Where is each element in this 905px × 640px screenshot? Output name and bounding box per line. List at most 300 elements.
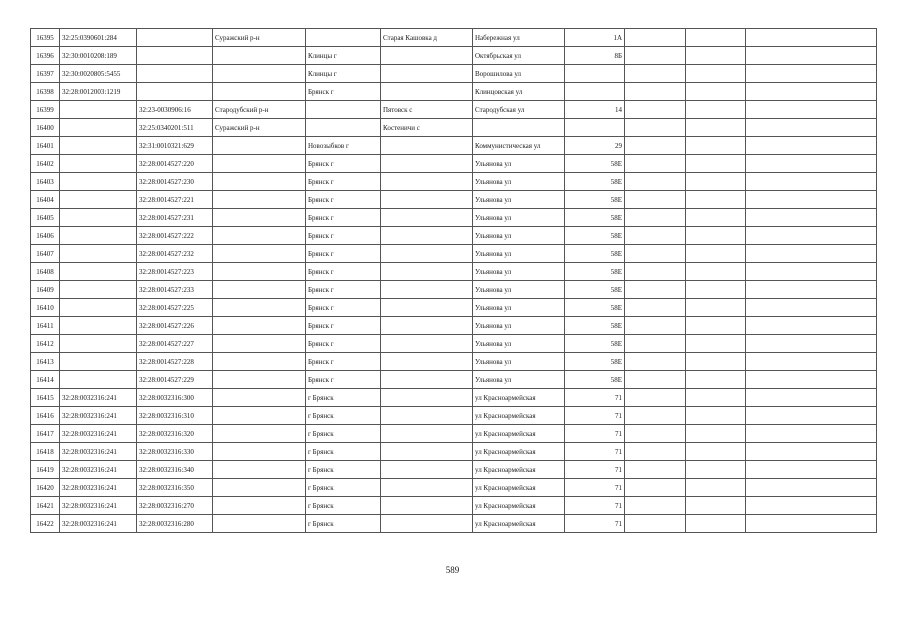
district-cell — [213, 497, 306, 515]
table-row — [31, 191, 877, 209]
district-cell — [213, 173, 306, 191]
house-cell: 58Е — [565, 191, 625, 209]
empty-cell — [625, 209, 686, 227]
row-number: 16411 — [31, 317, 60, 335]
empty-cell — [746, 245, 877, 263]
empty-cell — [625, 155, 686, 173]
row-number: 16398 — [31, 83, 60, 101]
empty-cell — [686, 389, 746, 407]
empty-cell — [686, 479, 746, 497]
street-cell: ул Красноармейская — [473, 461, 565, 479]
empty-cell — [746, 29, 877, 47]
house-cell: 71 — [565, 461, 625, 479]
house-cell: 1А — [565, 29, 625, 47]
district-cell — [213, 65, 306, 83]
table-row — [31, 317, 877, 335]
empty-cell — [746, 461, 877, 479]
city-cell: Новозыбков г — [306, 137, 381, 155]
row-number: 16397 — [31, 65, 60, 83]
cadastral-number — [60, 101, 137, 119]
cadastral-number — [60, 209, 137, 227]
district-cell — [213, 137, 306, 155]
house-cell: 58Е — [565, 227, 625, 245]
empty-cell — [625, 497, 686, 515]
city-cell — [306, 119, 381, 137]
settlement-cell — [381, 497, 473, 515]
empty-cell — [686, 263, 746, 281]
table-row — [31, 389, 877, 407]
district-cell — [213, 83, 306, 101]
empty-cell — [746, 83, 877, 101]
house-cell: 58Е — [565, 317, 625, 335]
settlement-cell — [381, 515, 473, 533]
row-number: 16396 — [31, 47, 60, 65]
cadastral-number — [60, 119, 137, 137]
empty-cell — [686, 101, 746, 119]
cadastral-number-2 — [137, 47, 213, 65]
row-number: 16407 — [31, 245, 60, 263]
cadastral-number — [60, 335, 137, 353]
empty-cell — [686, 155, 746, 173]
city-cell: Брянск г — [306, 353, 381, 371]
empty-cell — [746, 515, 877, 533]
empty-cell — [746, 209, 877, 227]
cadastral-number: 32:28:0032316:241 — [60, 407, 137, 425]
house-cell: 71 — [565, 443, 625, 461]
empty-cell — [746, 101, 877, 119]
table-row — [31, 299, 877, 317]
table-row — [31, 371, 877, 389]
street-cell: Ульянова ул — [473, 299, 565, 317]
empty-cell — [746, 227, 877, 245]
street-cell: Ульянова ул — [473, 335, 565, 353]
district-cell — [213, 191, 306, 209]
empty-cell — [746, 479, 877, 497]
empty-cell — [746, 65, 877, 83]
street-cell: Ульянова ул — [473, 227, 565, 245]
row-number: 16415 — [31, 389, 60, 407]
row-number: 16409 — [31, 281, 60, 299]
cadastral-number: 32:28:0032316:241 — [60, 497, 137, 515]
cadastral-number — [60, 137, 137, 155]
empty-cell — [625, 443, 686, 461]
empty-cell — [746, 281, 877, 299]
cadastral-number — [60, 173, 137, 191]
empty-cell — [625, 371, 686, 389]
district-cell — [213, 47, 306, 65]
cadastral-number: 32:30:0010208:189 — [60, 47, 137, 65]
house-cell: 58Е — [565, 353, 625, 371]
empty-cell — [625, 119, 686, 137]
empty-cell — [746, 173, 877, 191]
settlement-cell — [381, 245, 473, 263]
district-cell — [213, 461, 306, 479]
empty-cell — [686, 29, 746, 47]
cadastral-number-2: 32:28:0032316:320 — [137, 425, 213, 443]
cadastral-number: 32:28:0032316:241 — [60, 425, 137, 443]
city-cell: Брянск г — [306, 335, 381, 353]
street-cell: Ульянова ул — [473, 353, 565, 371]
empty-cell — [625, 425, 686, 443]
empty-cell — [625, 335, 686, 353]
row-number: 16421 — [31, 497, 60, 515]
table-row — [31, 173, 877, 191]
row-number: 16419 — [31, 461, 60, 479]
cadastral-number — [60, 155, 137, 173]
city-cell: Клинцы г — [306, 65, 381, 83]
empty-cell — [686, 443, 746, 461]
table-row — [31, 353, 877, 371]
settlement-cell — [381, 227, 473, 245]
city-cell: Брянск г — [306, 245, 381, 263]
settlement-cell — [381, 425, 473, 443]
district-cell — [213, 443, 306, 461]
street-cell: Стародубская ул — [473, 101, 565, 119]
street-cell: Ульянова ул — [473, 209, 565, 227]
empty-cell — [625, 47, 686, 65]
settlement-cell — [381, 47, 473, 65]
table-row — [31, 101, 877, 119]
table-row — [31, 497, 877, 515]
empty-cell — [746, 317, 877, 335]
cadastral-number — [60, 317, 137, 335]
district-cell — [213, 479, 306, 497]
empty-cell — [686, 227, 746, 245]
street-cell — [473, 119, 565, 137]
cadastral-number — [60, 227, 137, 245]
cadastral-number — [60, 191, 137, 209]
city-cell: г Брянск — [306, 461, 381, 479]
empty-cell — [746, 425, 877, 443]
house-cell: 58Е — [565, 245, 625, 263]
cadastral-number: 32:28:0032316:241 — [60, 515, 137, 533]
street-cell: Ворошилова ул — [473, 65, 565, 83]
table-row — [31, 281, 877, 299]
empty-cell — [625, 479, 686, 497]
table-row — [31, 65, 877, 83]
row-number: 16422 — [31, 515, 60, 533]
table-row — [31, 515, 877, 533]
cadastral-number-2 — [137, 29, 213, 47]
district-cell — [213, 515, 306, 533]
street-cell: ул Красноармейская — [473, 497, 565, 515]
settlement-cell — [381, 191, 473, 209]
city-cell: Брянск г — [306, 209, 381, 227]
street-cell: ул Красноармейская — [473, 515, 565, 533]
city-cell: Брянск г — [306, 173, 381, 191]
empty-cell — [686, 245, 746, 263]
house-cell: 58Е — [565, 173, 625, 191]
page-number: 589 — [445, 565, 460, 575]
street-cell: Ульянова ул — [473, 173, 565, 191]
empty-cell — [746, 407, 877, 425]
empty-cell — [625, 461, 686, 479]
empty-cell — [746, 443, 877, 461]
house-cell: 58Е — [565, 371, 625, 389]
cadastral-number-2: 32:28:0032316:280 — [137, 515, 213, 533]
table-row — [31, 407, 877, 425]
table-row — [31, 425, 877, 443]
empty-cell — [746, 389, 877, 407]
cadastral-number: 32:28:0032316:241 — [60, 461, 137, 479]
cadastral-number-2: 32:25:0340201:511 — [137, 119, 213, 137]
street-cell: Ульянова ул — [473, 317, 565, 335]
street-cell: Ульянова ул — [473, 263, 565, 281]
settlement-cell — [381, 335, 473, 353]
table-row — [31, 155, 877, 173]
city-cell: г Брянск — [306, 479, 381, 497]
city-cell: Клинцы г — [306, 47, 381, 65]
cadastral-number-2: 32:28:0032316:340 — [137, 461, 213, 479]
district-cell — [213, 263, 306, 281]
empty-cell — [625, 173, 686, 191]
street-cell: Ульянова ул — [473, 371, 565, 389]
row-number: 16402 — [31, 155, 60, 173]
empty-cell — [686, 335, 746, 353]
cadastral-number-2: 32:28:0014527:232 — [137, 245, 213, 263]
street-cell: Набережная ул — [473, 29, 565, 47]
street-cell: ул Красноармейская — [473, 389, 565, 407]
settlement-cell — [381, 407, 473, 425]
house-cell: 8Б — [565, 47, 625, 65]
city-cell: Брянск г — [306, 227, 381, 245]
settlement-cell — [381, 371, 473, 389]
city-cell — [306, 101, 381, 119]
house-cell: 71 — [565, 425, 625, 443]
street-cell: ул Красноармейская — [473, 425, 565, 443]
district-cell — [213, 317, 306, 335]
empty-cell — [686, 515, 746, 533]
house-cell — [565, 119, 625, 137]
cadastral-number — [60, 263, 137, 281]
city-cell: Брянск г — [306, 263, 381, 281]
cadastral-number-2: 32:28:0014527:231 — [137, 209, 213, 227]
city-cell: Брянск г — [306, 83, 381, 101]
row-number: 16420 — [31, 479, 60, 497]
cadastral-number — [60, 371, 137, 389]
house-cell: 14 — [565, 101, 625, 119]
cadastral-number — [60, 353, 137, 371]
district-cell — [213, 389, 306, 407]
table-row — [31, 461, 877, 479]
city-cell: Брянск г — [306, 281, 381, 299]
table-row — [31, 47, 877, 65]
cadastral-number-2: 32:28:0032316:350 — [137, 479, 213, 497]
city-cell: Брянск г — [306, 191, 381, 209]
empty-cell — [686, 83, 746, 101]
city-cell: г Брянск — [306, 425, 381, 443]
house-cell: 29 — [565, 137, 625, 155]
empty-cell — [686, 461, 746, 479]
house-cell — [565, 65, 625, 83]
row-number: 16405 — [31, 209, 60, 227]
cadastral-number-2: 32:28:0014527:225 — [137, 299, 213, 317]
district-cell: Суражский р-н — [213, 119, 306, 137]
empty-cell — [625, 353, 686, 371]
row-number: 16408 — [31, 263, 60, 281]
city-cell: Брянск г — [306, 371, 381, 389]
city-cell: г Брянск — [306, 407, 381, 425]
row-number: 16413 — [31, 353, 60, 371]
district-cell: Суражский р-н — [213, 29, 306, 47]
cadastral-number: 32:28:0032316:241 — [60, 389, 137, 407]
table-row — [31, 29, 877, 47]
house-cell: 58Е — [565, 209, 625, 227]
empty-cell — [625, 515, 686, 533]
registry-table — [30, 28, 877, 533]
row-number: 16399 — [31, 101, 60, 119]
cadastral-number-2: 32:28:0014527:228 — [137, 353, 213, 371]
table-row — [31, 245, 877, 263]
empty-cell — [625, 407, 686, 425]
settlement-cell — [381, 443, 473, 461]
street-cell: Октябрьская ул — [473, 47, 565, 65]
cadastral-number-2: 32:23-0030906:16 — [137, 101, 213, 119]
district-cell — [213, 353, 306, 371]
cadastral-number-2: 32:28:0014527:226 — [137, 317, 213, 335]
settlement-cell — [381, 209, 473, 227]
table-row — [31, 209, 877, 227]
empty-cell — [746, 371, 877, 389]
empty-cell — [625, 101, 686, 119]
row-number: 16403 — [31, 173, 60, 191]
cadastral-number-2 — [137, 65, 213, 83]
city-cell: г Брянск — [306, 497, 381, 515]
empty-cell — [625, 299, 686, 317]
settlement-cell — [381, 155, 473, 173]
table-row — [31, 83, 877, 101]
street-cell: Коммунистическая ул — [473, 137, 565, 155]
cadastral-number-2: 32:28:0014527:230 — [137, 173, 213, 191]
table-row — [31, 335, 877, 353]
row-number: 16416 — [31, 407, 60, 425]
empty-cell — [746, 191, 877, 209]
city-cell: Брянск г — [306, 299, 381, 317]
cadastral-number — [60, 245, 137, 263]
empty-cell — [625, 389, 686, 407]
district-cell — [213, 155, 306, 173]
settlement-cell — [381, 137, 473, 155]
street-cell: ул Красноармейская — [473, 407, 565, 425]
table-row — [31, 227, 877, 245]
house-cell: 58Е — [565, 155, 625, 173]
street-cell: Ульянова ул — [473, 155, 565, 173]
street-cell: Ульянова ул — [473, 245, 565, 263]
empty-cell — [686, 65, 746, 83]
empty-cell — [686, 425, 746, 443]
empty-cell — [686, 209, 746, 227]
city-cell: Брянск г — [306, 317, 381, 335]
city-cell — [306, 29, 381, 47]
district-cell — [213, 209, 306, 227]
settlement-cell: Костеничи с — [381, 119, 473, 137]
empty-cell — [746, 137, 877, 155]
empty-cell — [746, 299, 877, 317]
house-cell: 71 — [565, 515, 625, 533]
table-row — [31, 137, 877, 155]
table-row — [31, 263, 877, 281]
settlement-cell — [381, 389, 473, 407]
settlement-cell: Старая Кашовка д — [381, 29, 473, 47]
empty-cell — [625, 317, 686, 335]
row-number: 16410 — [31, 299, 60, 317]
district-cell — [213, 425, 306, 443]
cadastral-number: 32:28:0032316:241 — [60, 479, 137, 497]
empty-cell — [746, 335, 877, 353]
empty-cell — [686, 137, 746, 155]
empty-cell — [746, 155, 877, 173]
house-cell: 71 — [565, 389, 625, 407]
city-cell: г Брянск — [306, 515, 381, 533]
empty-cell — [686, 191, 746, 209]
empty-cell — [686, 353, 746, 371]
cadastral-number-2: 32:28:0014527:229 — [137, 371, 213, 389]
cadastral-number — [60, 281, 137, 299]
cadastral-number-2: 32:28:0014527:227 — [137, 335, 213, 353]
settlement-cell — [381, 65, 473, 83]
empty-cell — [625, 191, 686, 209]
house-cell: 71 — [565, 497, 625, 515]
district-cell — [213, 281, 306, 299]
row-number: 16400 — [31, 119, 60, 137]
city-cell: Брянск г — [306, 155, 381, 173]
settlement-cell — [381, 83, 473, 101]
empty-cell — [746, 119, 877, 137]
settlement-cell — [381, 317, 473, 335]
cadastral-number — [60, 299, 137, 317]
row-number: 16401 — [31, 137, 60, 155]
city-cell: г Брянск — [306, 389, 381, 407]
row-number: 16418 — [31, 443, 60, 461]
settlement-cell — [381, 173, 473, 191]
settlement-cell — [381, 281, 473, 299]
cadastral-number-2: 32:28:0014527:233 — [137, 281, 213, 299]
empty-cell — [686, 119, 746, 137]
empty-cell — [686, 371, 746, 389]
empty-cell — [625, 29, 686, 47]
row-number: 16412 — [31, 335, 60, 353]
district-cell — [213, 407, 306, 425]
cadastral-number: 32:25:0390601:284 — [60, 29, 137, 47]
district-cell — [213, 245, 306, 263]
house-cell: 58Е — [565, 281, 625, 299]
settlement-cell — [381, 263, 473, 281]
street-cell: Клинцовская ул — [473, 83, 565, 101]
empty-cell — [686, 47, 746, 65]
house-cell: 58Е — [565, 299, 625, 317]
street-cell: ул Красноармейская — [473, 443, 565, 461]
empty-cell — [625, 65, 686, 83]
table-row — [31, 479, 877, 497]
settlement-cell — [381, 479, 473, 497]
empty-cell — [746, 263, 877, 281]
empty-cell — [746, 47, 877, 65]
empty-cell — [625, 83, 686, 101]
empty-cell — [686, 407, 746, 425]
empty-cell — [625, 137, 686, 155]
row-number: 16395 — [31, 29, 60, 47]
empty-cell — [746, 497, 877, 515]
empty-cell — [686, 281, 746, 299]
house-cell — [565, 83, 625, 101]
district-cell: Стародубский р-н — [213, 101, 306, 119]
settlement-cell: Пятовск с — [381, 101, 473, 119]
settlement-cell — [381, 299, 473, 317]
row-number: 16414 — [31, 371, 60, 389]
empty-cell — [686, 497, 746, 515]
city-cell: г Брянск — [306, 443, 381, 461]
row-number: 16417 — [31, 425, 60, 443]
